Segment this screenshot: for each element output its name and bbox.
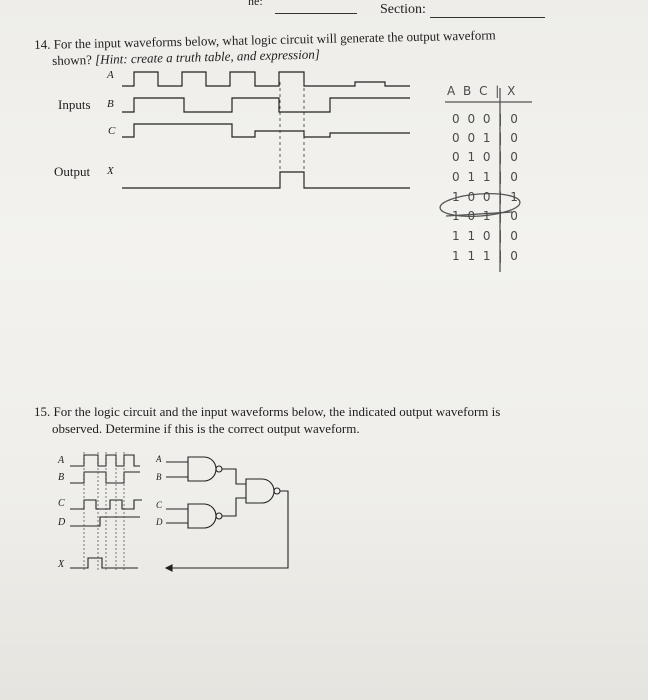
q15-wave-label-d: D [58,517,66,528]
q15-wave-label-c: C [58,498,65,509]
nand-gate-3 [246,479,274,503]
wave-label-x: X [107,165,114,177]
q15-waveform-a [70,455,140,466]
nand-gate-2 [188,504,216,528]
q14-line2-plain: shown? [52,52,93,68]
q15-line2: observed. Determine if this is the correct output waveform. [52,421,360,436]
wire-output [166,491,288,568]
nand-bubble-1 [216,466,222,472]
gate-input-a: A [156,454,162,464]
truth-row: 1 0 1 | 0 [452,209,520,223]
truth-row: 0 1 1 | 0 [452,170,520,184]
nand-bubble-2 [216,513,222,519]
q15-wave-label-b: B [58,472,65,483]
wave-label-c: C [108,125,116,137]
truth-row: 0 0 1 | 0 [452,131,520,145]
gate-input-d: D [156,517,163,527]
q15-waveform-d [70,517,140,526]
wave-label-a: A [107,69,114,81]
name-fragment: ne: [248,0,263,8]
q15-wave-label-x: X [58,559,65,570]
q15-waveform-x [70,558,138,568]
gate-input-b: B [156,472,162,482]
section-label: Section: [380,2,426,17]
truth-row: 1 1 0 | 0 [452,229,520,243]
q14-hint: [Hint: create a truth table, and expression] [94,46,320,67]
wire-g2-out [222,498,246,516]
wave-label-b: B [107,98,114,110]
truth-row: 0 0 0 | 0 [452,112,520,126]
inputs-label: Inputs [58,97,91,112]
arrow-head [166,565,172,571]
wire-g1-out [222,469,246,484]
gate-input-c: C [156,500,163,510]
nand-gate-1 [188,457,216,481]
truth-row: 1 0 0 | 1 [452,190,520,204]
truth-table-header: A B C | X [447,84,518,98]
q15-waveform-b [70,472,140,483]
truth-row: 0 1 0 | 0 [452,150,520,164]
q14-line1: 14. For the input waveforms below, what logic circuit will generate the output waveform [34,27,496,52]
q15-wave-label-a: A [58,455,65,466]
truth-row: 1 1 1 | 0 [452,249,520,263]
nand-bubble-3 [274,488,280,494]
q15-line1: 15. For the logic circuit and the input waveforms below, the indicated output waveform is [34,404,501,419]
output-label: Output [54,164,91,179]
